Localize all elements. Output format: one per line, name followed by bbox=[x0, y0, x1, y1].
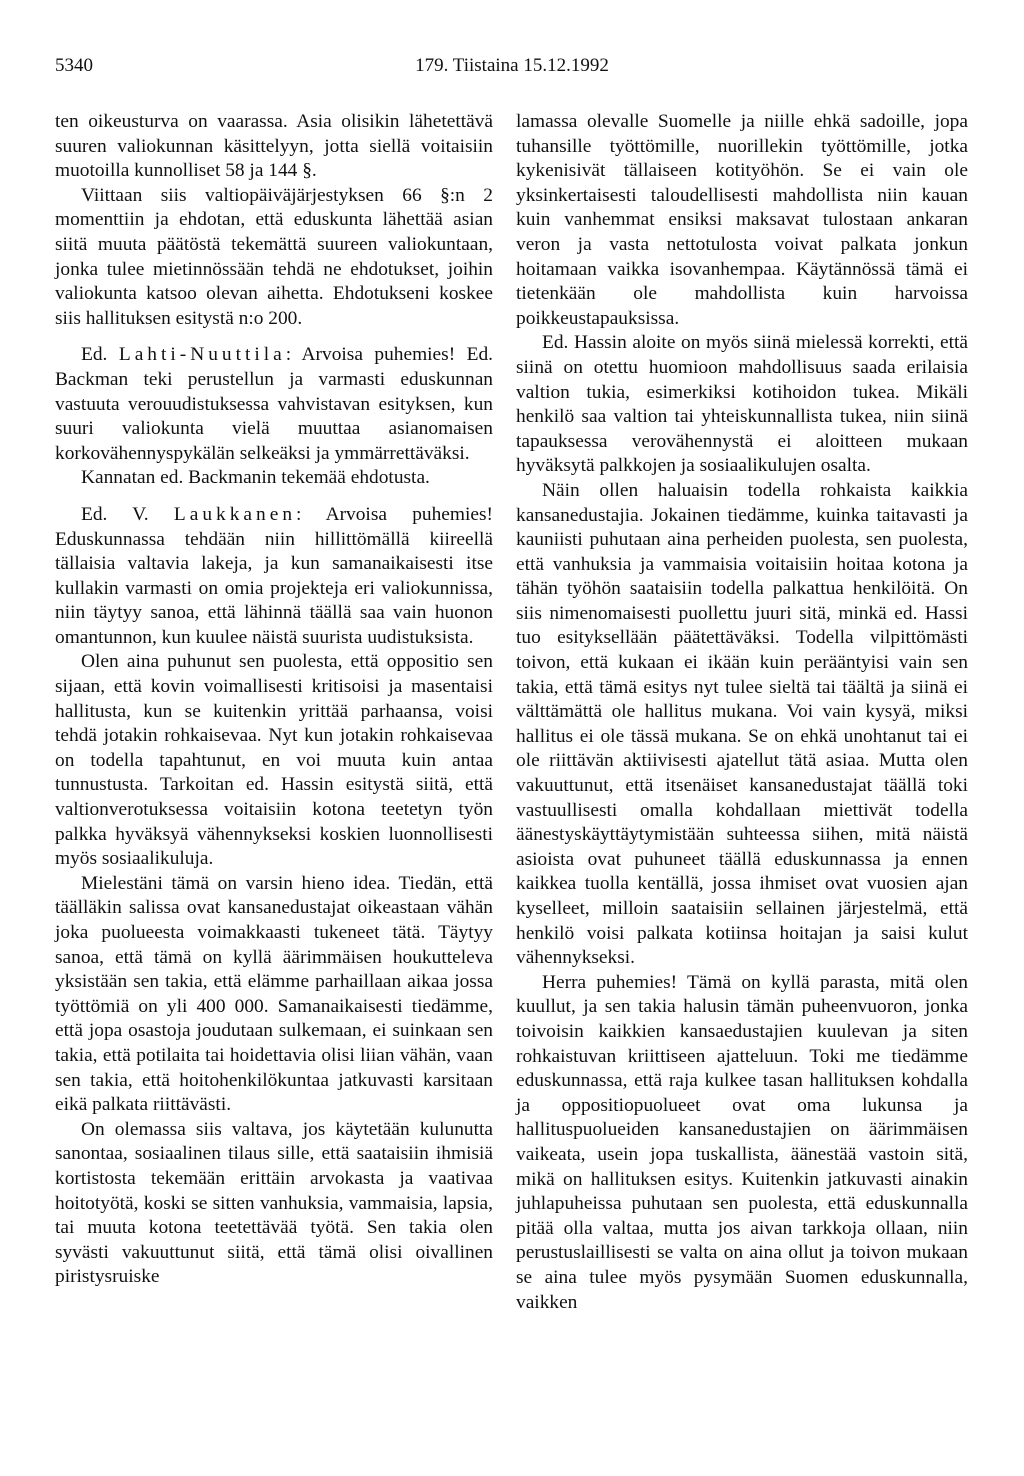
speech-paragraph: Ed. V. Laukkanen: Arvoisa puhemies! Eduskunnassa tehdään niin hillittömällä kiireellä tällaisia valtavia lakeja, ja kun samanaikaisesti itse kullakin varmasti on omia projekteja eri valiokunnissa, niin täytyy sanoa, että lähinnä täällä saa vain huonon omantunnon, kun kuulee näistä suurista uudistuksista. bbox=[55, 503, 493, 648]
paragraph: Herra puhemies! Tämä on kyllä parasta, mitä olen kuullut, ja sen takia halusin tämän puheenvuoron, jonka toivoisin kaikkien kansaedustajien kuulevan ja siten rohkaistuvan kriittiseen ajatteluun. Toki me tiedämme eduskunnassa, että raja kulkee tasan hallituksen kohdalla ja oppositiopuolueet ovat oma lukunsa ja hallituspuolueiden kansanedustajien on äärimmäisen vaikeata, usein jopa tuskallista, äänestää vastoin sitä, mikä on hallituksen esitys. Kuitenkin jatkuvasti ainakin juhlapuheissa puhutaan sen puolesta, että eduskunnalla pitää olla valtaa, mutta jos aivan tarkkoja ollaan, niin perustuslaillisesti se valta on aina ollut ja toivon mukaan se aina tulee myös pysymään Suomen eduskunnalla, vaikken bbox=[516, 971, 968, 1313]
paragraph: lamassa olevalle Suomelle ja niille ehkä sadoille, jopa tuhansille työttömille, nuorillekin työttömille, jotka kykenisivät tällaiseen kotityöhön. Se ei vain ole yksinkertaisesti taloudellisesti mahdollista niin kauan kuin vanhemmat ensiksi maksavat tulostaan ankaran veron ja vasta nettotulosta voivat palkata jonkun hoitamaan vaikka isovanhempaa. Käytännössä tämä ei tietenkään ole mahdollista kuin harvoissa poikkeustapauksissa. bbox=[516, 111, 968, 329]
paragraph: Mielestäni tämä on varsin hieno idea. Tiedän, että täälläkin salissa ovat kansanedustajat oikeastaan vähän joka puolueesta voimakkaasti tukeneet tätä. Täytyy sanoa, että tämä on kyllä äärimmäisen houkutteleva yksistään sen takia, että elämme parhaillaan aikaa jossa työttömiä on yli 400 000. Samanaikaisesti tiedämme, että jopa osastoja joudutaan sulkemaan, ei suinkaan sen takia, että potilaita tai hoidettavia olisi liian vähän, vaan sen takia, että hoitohenkilökuntaa jatkuvasti karsitaan eikä palkata riittävästi. bbox=[55, 872, 493, 1116]
left-column bbox=[55, 110, 493, 1290]
paragraph: Näin ollen haluaisin todella rohkaista kaikkia kansanedustajia. Jokainen tiedämme, kuinka taitavasti ja kauniisti puhutaan aina perheiden puolesta, sen puolesta, että vanhuksia ja vammaisia voitaisiin hoitaa kotona ja tähän työhön saataisiin todella palkattua henkilöitä. On siis nimenomaisesti puollettu juuri sitä, minkä ed. Hassi tuo esityksellään päätettäväksi. Todella vilpittömästi toivon, että kukaan ei ikään kuin perääntyisi vain sen takia, että tämä esitys nyt tulee sieltä tai täältä ja siinä ei välttämättä ole hallitus mukana. Voi vain kysyä, miksi hallitus ei ole tässä mukana. Se on ehkä unohtanut tai ei ole riittävän aktiivisesti ajatellut tätä asiaa. Mutta olen vakuuttunut, että itsenäiset kansanedustajat täällä toki vastuullisesti omalla kohdallaan miettivät todella äänestyskäyttäytymistään suhteessa siihen, mitä näistä asioista ovat puhuneet täällä eduskunnassa ja ennen kaikkea tuolla kentällä, jossa ihmiset ovat vuosien ajan kyselleet, milloin saataisiin sellainen järjestelmä, että henkilö voisi palkata kotiinsa hoitajan ja saisi kulut vähennykseksi. bbox=[516, 479, 968, 969]
paragraph: ten oikeusturva on vaarassa. Asia olisikin lähetettävä suuren valiokunnan käsittelyyn, jotta siellä voitaisiin muotoilla kunnolliset 58 ja 144 §. bbox=[55, 111, 493, 182]
paragraph: Kannatan ed. Backmanin tekemää ehdotusta. bbox=[81, 467, 430, 489]
right-column bbox=[516, 110, 968, 1315]
speaker-name: Laukkanen bbox=[173, 503, 297, 525]
paragraph: On olemassa siis valtava, jos käytetään kulunutta sanontaa, sosiaalinen tilaus sille, että saataisiin ihmisiä kortistosta tekemään erittäin arvokasta ja vaativaa hoitotyötä, koski se sitten vanhuksia, vammaisia, lapsia, tai muuta kotona teetettävää työtä. Sen takia olen syvästi vakuuttunut siitä, että tämä olisi oivallinen piristysruiske bbox=[55, 1118, 493, 1288]
speech-paragraph: Ed. Lahti-Nuuttila: Arvoisa puhemies! Ed. Backman teki perustellun ja varmasti eduskunnan vastuuta verouudistuksessa vahvistavan esityksen, kun suuri valiokunta vielä muuttaa asianomaisen korkovähennyspykälän selkeäksi ja ymmärrettäväksi. bbox=[55, 344, 493, 464]
page-number: 5340 bbox=[55, 55, 93, 76]
session-date: 179. Tiistaina 15.12.1992 bbox=[415, 55, 609, 76]
page-header bbox=[55, 55, 969, 85]
speaker-name: Lahti-Nuuttila bbox=[118, 344, 286, 366]
paragraph: Olen aina puhunut sen puolesta, että oppositio sen sijaan, että kovin voimallisesti kritisoisi ja masentaisi hallitusta, kun se kuitenkin yrittää parhaansa, voisi tehdä jotakin rohkaisevaa. Nyt kun jotakin rohkaisevaa on todella tapahtunut, en voi muuta kuin antaa tunnustusta. Tarkoitan ed. Hassin esitystä siitä, että valtionverotuksessa voitaisiin kotona teetetyn työn palkka hyväksyä vähennykseksi koskien luonnollisesti myös sosiaalikuluja. bbox=[55, 651, 493, 870]
paragraph: Viittaan siis valtiopäiväjärjestyksen 66 §:n 2 momenttiin ja ehdotan, että eduskunta lähettää asian siitä muuta päätöstä tekemättä suureen valiokuntaan, jonka tulee mietinnössään tehdä ne ehdotukset, joihin valiokunta katsoo olevan aihetta. Ehdotukseni koskee siis hallituksen esitystä n:o 200. bbox=[55, 184, 493, 329]
paragraph: Ed. Hassin aloite on myös siinä mielessä korrekti, että siinä on otettu huomioon mahdollisuus saada erilaisia valtion tukia, esimerkiksi kotihoidon tukea. Mikäli henkilö saa valtion tai yhteiskunnallista tukea, niin siinä tapauksessa verovähennystä ei aloitteen mukaan hyväksytä palkkojen ja sosiaalikulujen osalta. bbox=[516, 332, 968, 477]
